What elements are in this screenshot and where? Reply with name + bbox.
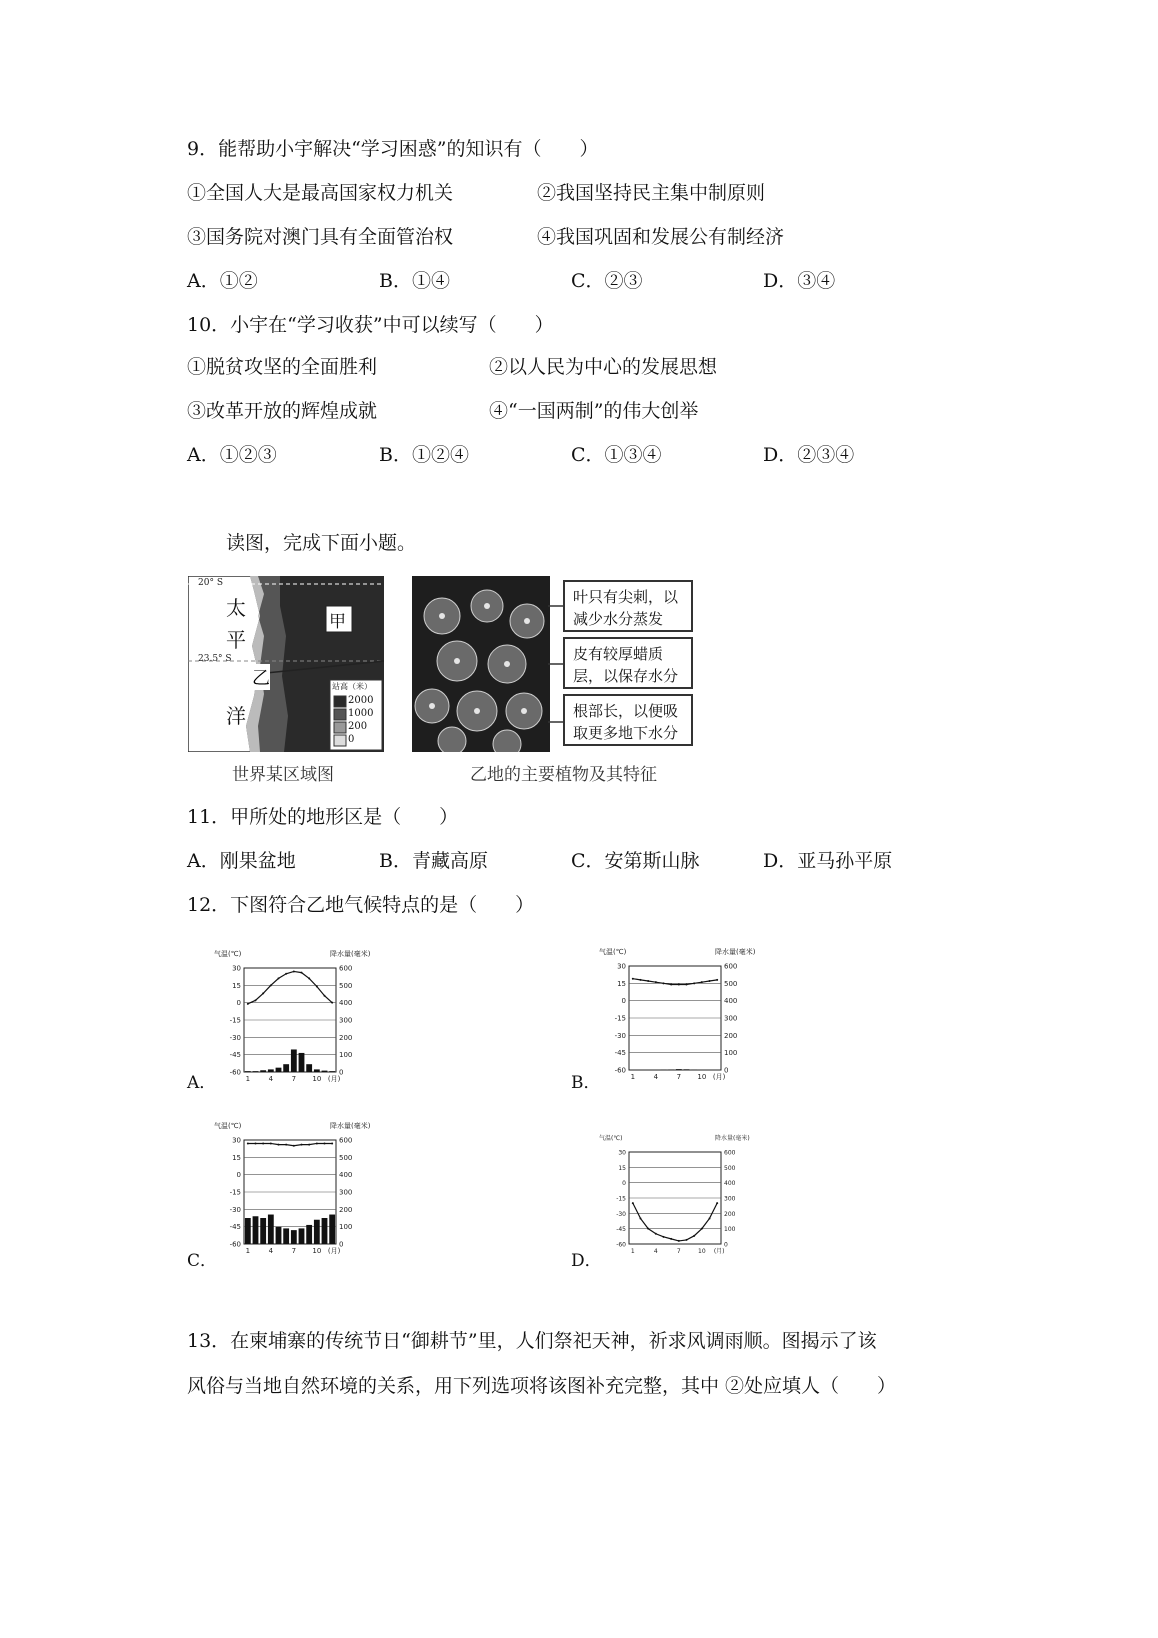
temperature-point [686,983,688,985]
climate-chart-a [210,940,370,1090]
precip-tick-label: 300 [724,1195,736,1203]
q9-item-2: ②我国坚持民主集中制原则 [537,182,766,204]
precip-axis-label: 降水量(毫米) [715,948,755,956]
temperature-point [270,984,272,986]
month-tick-label: 1 [630,1248,635,1255]
legend-2000: 2000 [348,695,374,706]
precip-axis-label: 降水量(毫米) [715,1135,750,1142]
q9-item-4: ④我国巩固和发展公有制经济 [537,226,785,248]
month-tick-label: 7 [676,1248,681,1255]
temperature-point [655,981,657,983]
q10-item-4: ④“一国两制”的伟大创举 [489,400,699,422]
lat-23s: 23.5° S [198,654,232,664]
temp-tick-label: -30 [229,1205,241,1214]
trait-leaf: 叶只有尖刺，以减少水分蒸发 [563,580,693,632]
month-tick-label: 10 [312,1247,322,1255]
chart-b-option: B． [571,1073,601,1093]
temp-axis-label: 气温(℃) [214,950,242,958]
temp-tick-label: 0 [621,997,626,1006]
temperature-point [701,981,703,983]
precip-bar [329,1071,335,1072]
temperature-point [308,1144,310,1146]
temp-tick-label: 30 [232,964,241,973]
q10-option-b: B．①②④ [379,444,469,466]
precip-tick-label: 600 [724,1149,736,1157]
temperature-point [316,1142,318,1144]
temperature-point [678,1240,680,1242]
q9-stem: 9．能帮助小宇解决“学习困惑”的知识有（ ） [187,138,599,160]
q11-option-b: B．青藏高原 [379,850,488,872]
q11-option-c: C．安第斯山脉 [571,850,700,872]
temperature-point [293,1145,295,1147]
q9-option-d: D．③④ [763,270,836,292]
q10-option-a: A．①②③ [187,444,277,466]
month-unit-label: (月) [327,1075,341,1083]
precip-bar [299,1228,305,1244]
precip-bar [291,1230,297,1244]
q9-option-c: C．②③ [571,270,643,292]
legend-0: 0 [348,734,355,745]
temp-tick-label: -15 [614,1014,626,1023]
temperature-point [716,1202,718,1204]
ocean-char-1: 太 [226,596,246,620]
temperature-point [632,1202,634,1204]
q13-line-1: 13．在柬埔寨的传统节日“御耕节”里，人们祭祀天神，祈求风调雨顺。图揭示了该 [187,1330,877,1352]
temperature-point [285,1144,287,1146]
precip-tick-label: 300 [724,1014,738,1023]
month-tick-label: 7 [291,1247,297,1255]
month-unit-label: (月) [712,1073,726,1081]
q13-line-2: 风俗与当地自然环境的关系，用下列选项将该图补充完整，其中 ②处应填人（ ） [187,1375,897,1397]
temperature-point [331,1002,333,1004]
region-map [188,576,384,752]
precip-bar [329,1215,335,1244]
precip-bar [268,1069,274,1072]
temp-tick-label: 0 [236,999,241,1008]
q9-option-b: B．①④ [379,270,450,292]
precip-bar [283,1228,289,1244]
temperature-point [293,970,295,972]
precip-tick-label: 400 [724,997,738,1006]
temperature-point [262,1142,264,1144]
temperature-point [663,1236,665,1238]
precip-axis-label: 降水量(毫米) [330,950,370,958]
precip-tick-label: 100 [339,1051,353,1060]
ocean-char-3: 洋 [226,704,246,728]
temperature-point [670,983,672,985]
temperature-point [709,980,711,982]
precip-tick-label: 100 [339,1223,353,1232]
precip-bar [291,1049,297,1072]
legend-title: 站高（米） [332,682,372,691]
temperature-point [255,1142,257,1144]
precip-bar [283,1064,289,1072]
temp-tick-label: -15 [229,1188,241,1197]
precip-axis-label: 降水量(毫米) [330,1122,370,1130]
precip-tick-label: 100 [724,1226,736,1234]
precip-tick-label: 500 [339,981,353,990]
precip-bar [314,1220,320,1244]
temperature-point [693,1235,695,1237]
temperature-point [278,1144,280,1146]
temperature-point [278,977,280,979]
temperature-point [301,1144,303,1146]
temperature-point [324,1142,326,1144]
reading-intro: 读图，完成下面小题。 [226,532,417,554]
cactus-illustration [412,576,550,752]
month-tick-label: 4 [653,1248,658,1255]
precip-tick-label: 200 [339,1033,353,1042]
temp-tick-label: -60 [614,1066,626,1075]
temp-tick-label: -30 [616,1210,626,1218]
q9-option-a: A．①② [187,270,258,292]
temperature-point [647,980,649,982]
precip-tick-label: 500 [724,979,738,988]
temperature-point [324,995,326,997]
temp-tick-label: -30 [614,1031,626,1040]
month-tick-label: 1 [245,1075,251,1083]
q10-stem: 10．小宇在“学习收获”中可以续写（ ） [187,314,554,336]
precip-tick-label: 600 [339,964,353,973]
month-tick-label: 10 [698,1248,706,1255]
month-unit-label: (月) [327,1247,341,1255]
month-tick-label: 7 [676,1073,682,1081]
q9-item-3: ③国务院对澳门具有全面管治权 [187,226,454,248]
month-tick-label: 4 [268,1075,274,1083]
precip-bar [260,1070,266,1072]
month-unit-label: (月) [713,1248,725,1255]
climate-chart-b [595,938,755,1088]
temp-tick-label: 15 [617,979,626,988]
precip-bar [684,1069,690,1070]
precip-bar [668,1069,674,1070]
q12-stem: 12．下图符合乙地气候特点的是（ ） [187,894,535,916]
temp-tick-label: -15 [229,1016,241,1025]
ocean-char-2: 平 [226,628,246,652]
climate-chart-d [595,1130,755,1262]
chart-a-option: A． [187,1073,217,1093]
precip-bar [253,1071,259,1072]
plant-caption: 乙地的主要植物及其特征 [470,765,657,785]
temp-tick-label: 30 [617,962,626,971]
temperature-point [247,1003,249,1005]
temperature-point [255,999,257,1001]
month-tick-label: 1 [630,1073,636,1081]
precip-bar [322,1071,328,1072]
precip-bar [276,1068,282,1072]
trait-connectors [548,576,564,752]
precip-tick-label: 200 [339,1205,353,1214]
precip-tick-label: 500 [339,1153,353,1162]
temp-tick-label: -60 [229,1068,241,1077]
legend-1000: 1000 [348,708,374,719]
temp-axis-label: 气温(℃) [214,1122,242,1130]
map-caption: 世界某区域图 [232,765,334,785]
temperature-line [248,971,332,1003]
precip-bar [276,1227,282,1244]
precip-bar [314,1069,320,1072]
q11-option-a: A．刚果盆地 [187,850,296,872]
temp-tick-label: 30 [232,1136,241,1145]
precip-bar [245,1218,251,1244]
temperature-point [632,978,634,980]
precip-bar [306,1225,312,1244]
q10-item-1: ①脱贫攻坚的全面胜利 [187,356,378,378]
temperature-point [270,1142,272,1144]
q10-option-c: C．①③④ [571,444,662,466]
trait-skin: 皮有较厚蜡质层，以保存水分 [563,637,693,689]
region-jia-label: 甲 [329,612,346,632]
temperature-point [686,1239,688,1241]
temperature-point [316,985,318,987]
precip-bar [676,1069,682,1070]
temperature-point [285,973,287,975]
temp-axis-label: 气温(℃) [599,1135,623,1142]
temperature-point [331,1142,333,1144]
temperature-point [247,1142,249,1144]
precip-bar [245,1071,251,1072]
temperature-point [655,1233,657,1235]
climate-chart-c [210,1112,370,1262]
temp-tick-label: -45 [614,1049,626,1058]
precip-tick-label: 0 [724,1066,729,1075]
precip-bar [299,1053,305,1072]
month-tick-label: 10 [697,1073,707,1081]
precip-tick-label: 600 [339,1136,353,1145]
month-tick-label: 7 [291,1075,297,1083]
temp-tick-label: 30 [618,1149,626,1157]
precip-tick-label: 300 [339,1188,353,1197]
month-tick-label: 4 [268,1247,274,1255]
plant-photo [412,576,550,752]
temp-tick-label: -15 [616,1195,626,1203]
chart-c-option: C． [187,1251,218,1271]
precip-bar [260,1218,266,1244]
precip-bar [322,1218,328,1244]
temperature-point [701,1228,703,1230]
temp-tick-label: -45 [229,1223,241,1232]
temperature-point [262,992,264,994]
precip-tick-label: 400 [724,1180,736,1188]
precip-tick-label: 600 [724,962,738,971]
temperature-point [678,983,680,985]
temperature-line [633,1203,717,1241]
lat-20s: 20° S [198,578,223,588]
precip-tick-label: 400 [339,1171,353,1180]
q11-stem: 11．甲所处的地形区是（ ） [187,806,459,828]
temperature-point [663,982,665,984]
precip-bar [306,1064,312,1072]
temperature-point [647,1228,649,1230]
temperature-point [670,1238,672,1240]
temp-tick-label: -60 [229,1240,241,1249]
temp-tick-label: -45 [229,1051,241,1060]
temp-tick-label: -45 [616,1226,626,1234]
legend-200: 200 [348,721,368,732]
precip-tick-label: 400 [339,999,353,1008]
trait-root: 根部长，以便吸取更多地下水分 [563,694,693,746]
month-tick-label: 10 [312,1075,322,1083]
precip-tick-label: 0 [724,1241,728,1249]
precip-tick-label: 200 [724,1210,736,1218]
temperature-point [640,979,642,981]
temp-tick-label: 0 [622,1180,626,1188]
precip-tick-label: 500 [724,1164,736,1172]
precip-tick-label: 200 [724,1031,738,1040]
temperature-point [308,977,310,979]
temp-tick-label: 15 [618,1164,626,1172]
month-tick-label: 1 [245,1247,251,1255]
precip-bar [268,1215,274,1244]
temperature-point [301,972,303,974]
temp-axis-label: 气温(℃) [599,948,627,956]
q11-option-d: D．亚马孙平原 [763,850,893,872]
q10-item-3: ③改革开放的辉煌成就 [187,400,378,422]
temperature-point [716,979,718,981]
temp-tick-label: -60 [616,1241,626,1249]
precip-bar [253,1216,259,1244]
month-tick-label: 4 [653,1073,659,1081]
temp-tick-label: 15 [232,1153,241,1162]
temperature-line [248,1143,332,1145]
precip-tick-label: 300 [339,1016,353,1025]
temperature-point [640,1217,642,1219]
q9-item-1: ①全国人大是最高国家权力机关 [187,182,454,204]
precip-tick-label: 100 [724,1049,738,1058]
chart-d-option: D． [571,1251,602,1271]
q10-item-2: ②以人民为中心的发展思想 [489,356,718,378]
point-yi-label: 乙 [252,664,270,690]
temp-tick-label: -30 [229,1033,241,1042]
temperature-point [709,1217,711,1219]
temp-tick-label: 15 [232,981,241,990]
q10-option-d: D．②③④ [763,444,855,466]
temp-tick-label: 0 [236,1171,241,1180]
precip-tick-label: 0 [339,1068,344,1077]
temperature-point [693,982,695,984]
precip-tick-label: 0 [339,1240,344,1249]
